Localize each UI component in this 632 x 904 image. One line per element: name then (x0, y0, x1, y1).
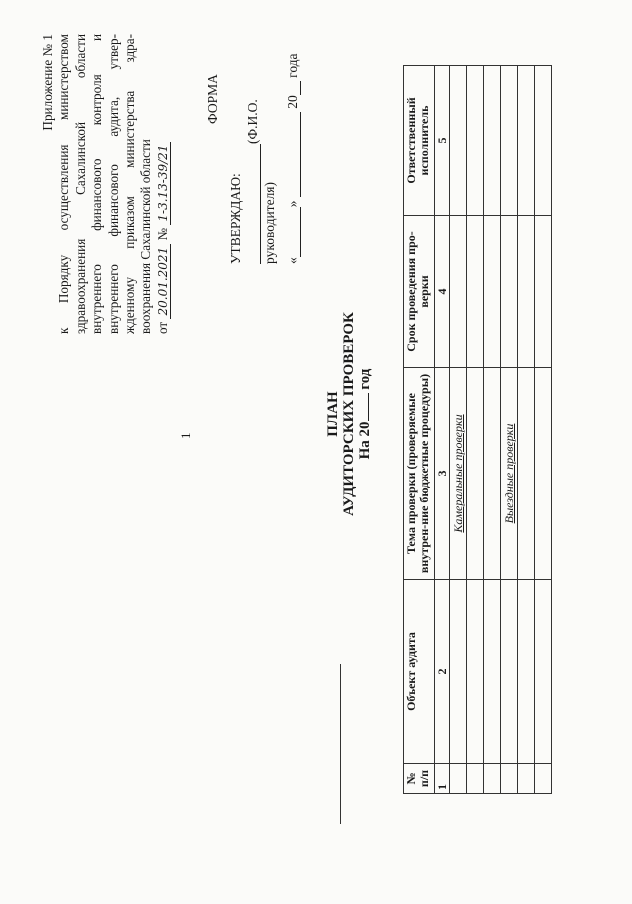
appendix-block (40, 34, 171, 334)
approval-block (227, 14, 301, 264)
margin-line (340, 664, 341, 824)
order-number: 1-3.13-39/21 (157, 142, 171, 225)
date-open-quote: « (285, 257, 300, 264)
appendix-line: внутреннего финансового аудита, утвер- (105, 34, 121, 334)
header-audit-topic: Тема проверки (проверяемые внутрен-ние бюджетные процедуры) (404, 368, 435, 580)
approval-date-row (284, 14, 301, 264)
approval-fio-row (244, 14, 278, 264)
appendix-line: жденному приказом министерства здра- (122, 34, 138, 334)
col-number-3: 3 (435, 368, 450, 580)
month-line (288, 112, 301, 197)
section-field-label: Выездные проверки (501, 368, 518, 580)
order-prefix: от (154, 321, 170, 334)
signature-line (248, 144, 261, 264)
date-year-suffix: года (285, 53, 300, 78)
table-row (535, 66, 552, 794)
heading-line-1: ПЛАН (325, 391, 341, 437)
plan-table (403, 65, 552, 794)
table-row (518, 66, 535, 794)
col-number-1: 1 (435, 764, 450, 794)
appendix-line: внутреннего финансового контроля и (89, 34, 105, 334)
heading-year-prefix: На 20 (357, 421, 373, 460)
day-line (288, 207, 301, 257)
header-responsible: Ответственный исполнитель (404, 66, 435, 216)
order-date: 20.01.2021 (157, 244, 171, 319)
table-row (467, 66, 484, 794)
table-numbering-row (435, 66, 450, 794)
section-office-label: Камеральные проверки (450, 368, 467, 580)
section-row-field (501, 66, 518, 794)
section-row-office (450, 66, 467, 794)
approval-title: УТВЕРЖДАЮ: (228, 173, 243, 264)
heading-line-3 (357, 224, 373, 604)
appendix-line: воохранения Сахалинской области (138, 139, 154, 334)
col-number-2: 2 (435, 580, 450, 764)
appendix-order-line (155, 34, 171, 334)
heading-year-suffix: год (357, 368, 373, 390)
appendix-line: здравоохранения Сахалинской области (72, 34, 88, 334)
col-number-5: 5 (435, 66, 450, 216)
heading-line-2: АУДИТОРСКИХ ПРОВЕРОК (341, 312, 357, 516)
year-line (288, 81, 301, 95)
date-year-prefix: 20 (285, 95, 300, 109)
header-audit-object: Объект аудита (404, 580, 435, 764)
appendix-line: к Порядку осуществления министерством (56, 34, 72, 334)
order-no-label: № (154, 227, 170, 241)
col-number-4: 4 (435, 216, 450, 368)
form-label: ФОРМА (205, 74, 220, 124)
appendix-title: Приложение № 1 (40, 34, 55, 131)
approval-fio-label: (Ф.И.О. руководителя) (245, 99, 277, 264)
table-row (484, 66, 501, 794)
header-number: № п/п (404, 764, 435, 794)
header-audit-period: Срок проведения про-верки (404, 216, 435, 368)
plan-heading (325, 224, 373, 604)
date-close-quote: » (285, 200, 300, 208)
heading-year-blank (368, 393, 369, 421)
page-mark: 1 (178, 432, 193, 439)
table-header-row (404, 66, 435, 794)
